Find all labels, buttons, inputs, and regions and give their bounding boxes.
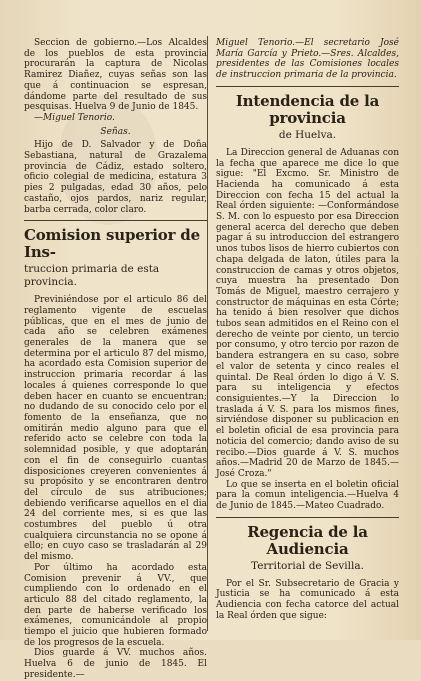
intendencia-subtitle: de Huelva. <box>278 128 337 141</box>
intendencia-title: Intendencia de la provincia <box>235 91 380 127</box>
section-divider <box>24 220 207 221</box>
section-divider <box>216 517 399 518</box>
description-paragraph: Hijo de D. Salvador y de Doña Sebastiana, natural de Grazalema provincia de Cádiz, estado soltero, oficio colegial de medicina, estatura 3 pies 2 pulgadas, edad 30 años, pelo castaño, ojos pardos, nariz regular, barba cerrada, color claro. <box>24 140 207 215</box>
right-column <box>216 38 399 622</box>
section-divider <box>216 86 399 87</box>
senas-heading: Señas. <box>100 126 131 137</box>
aduanas-publication-note: Lo que se inserta en el boletin oficial para la comun inteligencia.—Huelva 4 de Junio de 1845.—Mateo Cuadrado. <box>216 479 399 512</box>
capture-notice: Seccion de gobierno.—Los Alcaldes de los pueblos de esta provincia procurarán la captura de Nicolas Ramirez Diañez, cuyas señas son las que á continuacion se espresan, dándome parte del resultado de sus pesquisas. Huelva 9 de Junio de 1845. <box>24 38 207 113</box>
column-divider <box>207 36 208 631</box>
regencia-title: Regencia de la Audiencia <box>247 522 368 558</box>
comision-title: Comision superior de Ins- <box>24 226 200 262</box>
aduanas-paragraph: La Direccion general de Aduanas con la fecha que aparece me dice lo que sigue: "El Excmo. Sr. Ministro de Hacienda ha comunicado á esta Direccion con fecha 15 del actual la Real órden siguiente: —Conformándose S. M. con lo espuesto por esa Direccion general acerca del derecho que deben pagar á su introduccion del estrangero unos tubos lisos de hierro cubiertos con chapa delgada de laton, útiles para la construccion de camas y otros objetos, cuya muestra ha presentado Don Tomás de Miguel, maestro cerrajero y constructor de máquinas en esta Córte; ha tenido á bien resolver que dichos tubos sean admitidos en el Reino con el derecho de veinte por ciento, un tercio por consumo, y otro tercio por razon de bandera estrangera en su caso, sobre el valor de setenta y cinco reales el quintal. De Real órden lo digo á V. S. para su inteligencia y efectos consiguientes.—Y la Direccion lo traslada á V. S. para los mismos fines, sirviéndose disponer su publicacion en el boletin oficial de esa provincia para noticia del comercio; dando aviso de su recibo.—Dios guarde á V. S. muchos años.—Madrid 20 de Marzo de 1845.—José Croza." <box>216 147 399 479</box>
left-column <box>24 38 207 681</box>
comision-closing: Dios guarde á VV. muchos años. Huelva 6 de junio de 1845. El presidente.— <box>24 648 207 680</box>
comision-signatures: Miguel Tenorio.—El secretario José María García y Prieto.—Sres. Alcaldes, presidentes de las Comisiones locales de instruccion primaria de la provincia. <box>216 38 399 81</box>
regencia-subtitle: Territorial de Sevilla. <box>251 559 364 572</box>
regencia-paragraph: Por el Sr. Subsecretario de Gracia y Justicia se ha comunicado á esta Audiencia con fecha catorce del actual la Real órden que sigue: <box>216 578 399 621</box>
capture-notice-signature: —Miguel Tenorio. <box>34 112 115 123</box>
comision-subtitle: truccion primaria de esta provincia. <box>24 263 160 289</box>
comision-paragraph-2: Por último ha acordado esta Comision prevenir á VV., que cumpliendo con lo ordenado en el articulo 88 del citado reglamento, la den parte de haberse verificado los exámenes, comunicándole al propio tiempo el juicio que hubieren formado de los progresos de la escuela. <box>24 562 207 648</box>
comision-paragraph-1: Previniéndose por el articulo 86 del reglamento vigente de escuelas públicas, que en el mes de junio de cada año se celebren exámenes generales de la manera que se determina por el articulo 87 del mismo, ha acordado esta Comision superior de instruccion primaria recordar á las locales á quienes corresponde lo que deben hacer en cuanto se encuentran; no dudando de su conocido celo por el fomento de la enseñanza, que no omitirán medio alguno para que el referido acto se celebre con toda la solemnidad posible, y que adoptarán con el fin de conseguirlo cuantas disposiciones creyeren convenientes á su propósito y se encontraren dentro del círculo de sus atribuciones; debiendo verificarse aquellos en el dia 24 del corriente mes, si es que las costumbres del pueblo ú otra cualquiera circunstancia no se opone á ello; en cuyo caso se trasladarán al 29 del mismo. <box>24 295 207 563</box>
